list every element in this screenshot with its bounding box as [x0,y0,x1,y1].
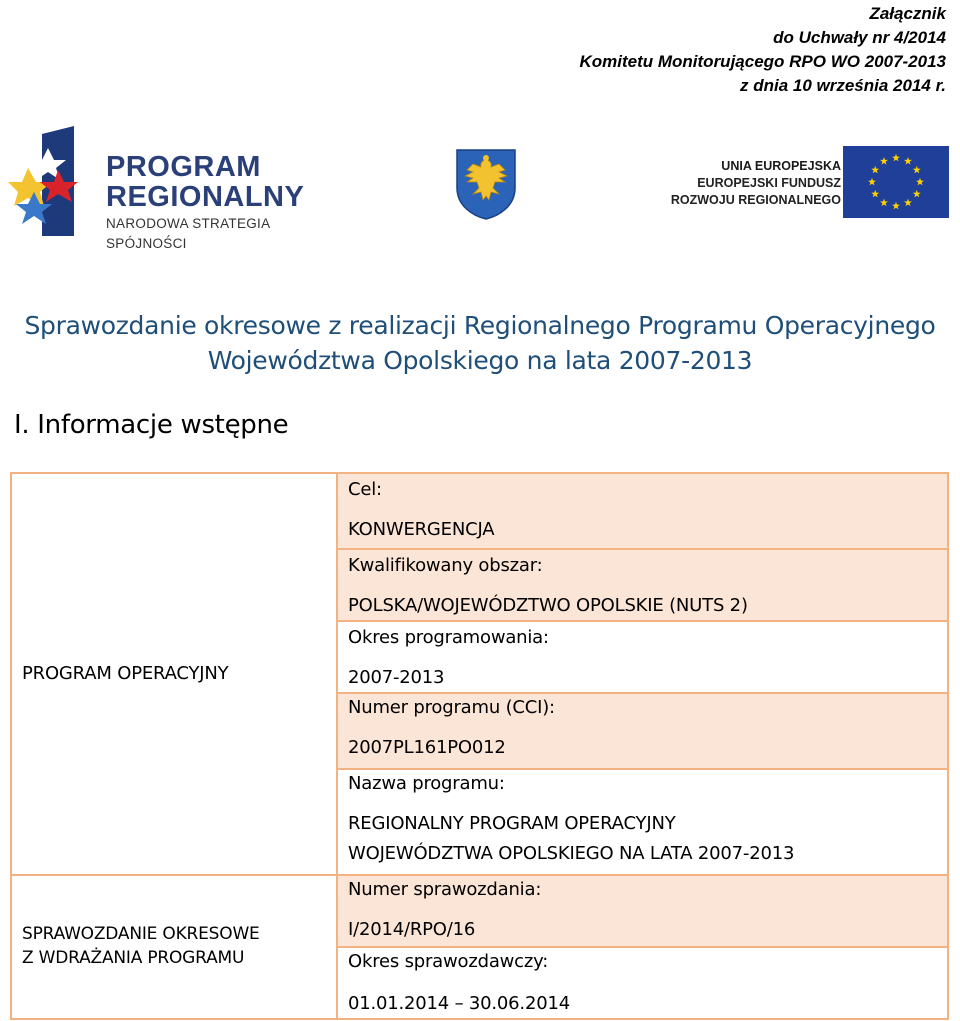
row-value: 2007PL161PO012 [348,737,506,758]
eu-line-1: UNIA EUROPEJSKA [721,159,841,173]
row-value: REGIONALNY PROGRAM OPERACYJNY [348,813,676,834]
row-value: 01.01.2014 – 30.06.2014 [348,993,570,1014]
row-label: Nazwa programu: [348,773,505,794]
report-title-line-2: Województwa Opolskiego na lata 2007-2013 [207,346,753,375]
row-value: POLSKA/WOJEWÓDZTWO OPOLSKIE (NUTS 2) [348,595,748,616]
row-value: 2007-2013 [348,667,445,688]
section-title: I. Informacje wstępne [14,410,289,440]
info-table-left-column [12,474,338,1018]
program-regionalny-text [106,152,353,254]
eu-fund-logo [660,146,955,218]
report-title [0,308,960,378]
eu-line-3: ROZWOJU REGIONALNEGO [670,193,841,207]
annex-line-4: z dnia 10 września 2014 r. [739,76,946,95]
row-okres-programowania [338,622,947,694]
row-value: KONWERGENCJA [348,519,495,540]
row-label: Kwalifikowany obszar: [348,555,543,576]
row-nazwa-programu [338,770,947,876]
row-label: Okres sprawozdawczy: [348,951,549,972]
program-regionalny-line-1: PROGRAM [106,151,261,183]
row-kwalifikowany-obszar [338,550,947,622]
row-value-line-2: WOJEWÓDZTWA OPOLSKIEGO NA LATA 2007-2013 [348,843,795,864]
report-type-label [22,922,260,970]
report-type-line-1: SPRAWOZDANIE OKRESOWE [22,924,260,944]
row-cel [338,474,947,550]
program-regionalny-line-3: NARODOWA STRATEGIA SPÓJNOŚCI [106,216,270,251]
info-table [10,472,949,1020]
opolskie-eagle-crest-icon [455,148,517,220]
program-regionalny-logo [8,124,353,251]
annex-line-3: Komitetu Monitorującego RPO WO 2007-2013 [579,52,946,71]
row-numer-sprawozdania [338,876,947,948]
opolskie-crest-logo [455,148,517,220]
info-table-right-column [338,474,947,1018]
eu-flag-icon [843,146,949,218]
annex-header [446,2,946,98]
annex-line-1: Załącznik [869,4,946,23]
row-okres-sprawozdawczy [338,948,947,1020]
report-title-line-1: Sprawozdanie okresowe z realizacji Regionalnego Programu Operacyjnego [24,311,936,340]
row-numer-programu [338,694,947,770]
eu-fund-text [671,158,841,209]
row-value: I/2014/RPO/16 [348,919,476,940]
annex-line-2: do Uchwały nr 4/2014 [773,28,946,47]
program-regionalny-line-2: REGIONALNY [106,181,305,213]
row-label: Numer programu (CCI): [348,697,555,718]
program-regionalny-stars-logo-icon [8,124,100,236]
report-type-line-2: Z WDRAŻANIA PROGRAMU [22,948,245,968]
row-label: Numer sprawozdania: [348,879,542,900]
row-label: Cel: [348,479,382,500]
row-label: Okres programowania: [348,627,549,648]
eu-line-2: EUROPEJSKI FUNDUSZ [697,176,841,190]
program-operacyjny-label: PROGRAM OPERACYJNY [22,663,229,684]
